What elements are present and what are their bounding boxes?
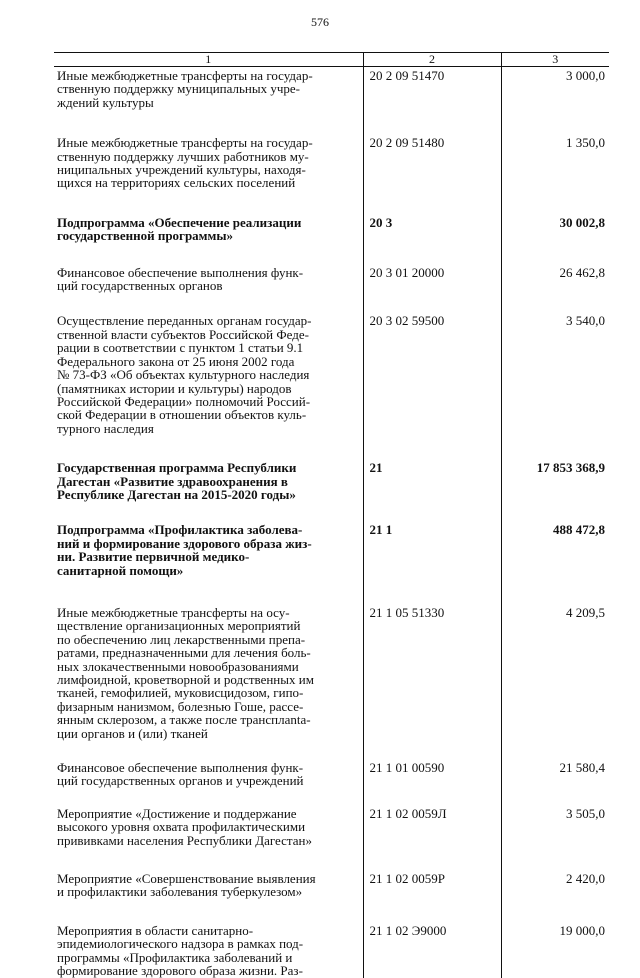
row-amount: 4 209,5 <box>501 577 609 740</box>
description-line: ных злокачественными новообразованиями <box>57 658 299 674</box>
description-line: Мероприятия в области санитарно- <box>57 922 254 938</box>
row-description <box>54 899 363 978</box>
row-amount: 26 462,8 <box>501 243 609 293</box>
description-line: ции органов и (или) тканей <box>57 725 208 741</box>
table-header-row <box>54 53 609 67</box>
description-line: ственную поддержку лучших работников му- <box>57 148 309 164</box>
row-description <box>54 67 363 110</box>
row-description <box>54 243 363 293</box>
row-code: 21 1 02 Э9000 <box>363 899 501 978</box>
row-description <box>54 501 363 577</box>
table-row <box>54 243 609 293</box>
description-line: янным склерозом, а также после трансплanta- <box>57 712 311 728</box>
description-line: по обеспечению лиц лекарственными препа- <box>57 631 306 647</box>
description-line: Подпрограмма «Профилактика заболева- <box>57 522 303 538</box>
description-line: ской Федерации в отношении объектов куль- <box>57 407 307 423</box>
column-header-3: 3 <box>501 53 609 67</box>
description-line: Иные межбюджетные трансферты на осу- <box>57 604 290 620</box>
description-line: Федерального закона от 25 июня 2002 года <box>57 353 295 369</box>
budget-table-container <box>54 52 609 978</box>
description-line: Осуществление переданных органам государ- <box>57 313 312 329</box>
description-line: ний и формирование здорового образа жиз- <box>57 535 312 551</box>
description-line: Подпрограмма «Обеспечение реализации <box>57 214 302 230</box>
row-amount: 3 540,0 <box>501 292 609 435</box>
row-description <box>54 577 363 740</box>
description-line: санитарной помощи» <box>57 562 184 578</box>
column-header-1: 1 <box>54 53 363 67</box>
table-body <box>54 67 609 978</box>
page-number: 576 <box>311 15 329 29</box>
row-description <box>54 190 363 243</box>
description-line: ждений культуры <box>57 94 154 110</box>
table-row <box>54 740 609 788</box>
description-line: формирование здорового образа жизни. Раз- <box>57 963 303 978</box>
description-line: Мероприятие «Достижение и поддержание <box>57 805 297 821</box>
description-line: лимфоидной, кроветворной и родственных им <box>57 672 314 687</box>
table-row <box>54 788 609 847</box>
table-row <box>54 292 609 435</box>
row-amount: 1 350,0 <box>501 109 609 190</box>
description-line: и профилактики заболевания туберкулезом» <box>57 884 303 900</box>
column-header-2: 2 <box>363 53 501 67</box>
row-amount: 3 000,0 <box>501 67 609 110</box>
description-line: программы «Профилактика заболеваний и <box>57 949 293 965</box>
description-line: № 73-ФЗ «Об объектах культурного наследия <box>57 367 310 383</box>
description-line: турного наследия <box>57 420 154 436</box>
description-line: Дагестан «Развитие здравоохранения в <box>57 473 288 489</box>
description-line: Иные межбюджетные трансферты на государ- <box>57 135 313 151</box>
row-amount: 488 472,8 <box>501 501 609 577</box>
table-row <box>54 501 609 577</box>
description-line: ратами, предназначенными для лечения боль- <box>57 645 311 661</box>
row-amount: 2 420,0 <box>501 847 609 899</box>
row-code: 20 3 <box>363 190 501 243</box>
row-code: 21 1 01 00590 <box>363 740 501 788</box>
description-line: тканей, гемофилией, муковисцидозом, гипо- <box>57 685 304 701</box>
row-description <box>54 847 363 899</box>
table-row <box>54 577 609 740</box>
description-line: государственной программы» <box>57 228 234 244</box>
description-line: ществление организационных мероприятий <box>57 618 301 634</box>
row-code: 21 1 02 0059Р <box>363 847 501 899</box>
row-amount: 30 002,8 <box>501 190 609 243</box>
row-code: 21 1 05 51330 <box>363 577 501 740</box>
description-line: Иные межбюджетные трансферты на государ- <box>57 68 313 83</box>
row-code: 20 3 02 59500 <box>363 292 501 435</box>
table-row <box>54 847 609 899</box>
description-line: прививками населения Республики Дагестан» <box>57 832 312 848</box>
description-line: ственной власти субъектов Российской Феде- <box>57 326 309 342</box>
row-description <box>54 292 363 435</box>
row-description <box>54 109 363 190</box>
description-line: ций государственных органов <box>57 278 223 294</box>
row-code: 21 1 <box>363 501 501 577</box>
table-row <box>54 899 609 978</box>
row-amount: 17 853 368,9 <box>501 435 609 501</box>
description-line: (памятниках истории и культуры) народов <box>57 380 292 396</box>
description-line: рации в соответствии с пунктом 1 статьи 9.1 <box>57 340 304 356</box>
row-code: 21 1 02 0059Л <box>363 788 501 847</box>
description-line: Государственная программа Республики <box>57 460 297 476</box>
description-line: ни. Развитие первичной медико- <box>57 549 250 565</box>
description-line: щихся на территориях сельских поселений <box>57 175 296 191</box>
row-description <box>54 740 363 788</box>
description-line: ниципальных учреждений культуры, находя- <box>57 162 306 178</box>
description-line: Финансовое обеспечение выполнения функ- <box>57 264 304 280</box>
description-line: Мероприятие «Совершенствование выявления <box>57 871 316 887</box>
description-line: Республике Дагестан на 2015-2020 годы» <box>57 486 296 502</box>
table-row <box>54 67 609 110</box>
row-amount: 19 000,0 <box>501 899 609 978</box>
description-line: ций государственных органов и учреждений <box>57 773 304 789</box>
row-code: 21 <box>363 435 501 501</box>
description-line: Финансовое обеспечение выполнения функ- <box>57 760 304 776</box>
description-line: физарным нанизмом, болезнью Гоше, рассе- <box>57 698 304 714</box>
row-description <box>54 788 363 847</box>
budget-table <box>54 52 609 978</box>
description-line: высокого уровня охвата профилактическими <box>57 819 306 835</box>
table-row <box>54 190 609 243</box>
row-code: 20 2 09 51480 <box>363 109 501 190</box>
row-description <box>54 435 363 501</box>
table-row <box>54 435 609 501</box>
description-line: эпидемиологического надзора в рамках под- <box>57 936 304 952</box>
row-code: 20 3 01 20000 <box>363 243 501 293</box>
row-amount: 21 580,4 <box>501 740 609 788</box>
description-line: ственную поддержку муниципальных учре- <box>57 81 300 97</box>
table-row <box>54 109 609 190</box>
row-code: 20 2 09 51470 <box>363 67 501 110</box>
description-line: Российской Федерации» полномочий Россий- <box>57 393 311 409</box>
row-amount: 3 505,0 <box>501 788 609 847</box>
